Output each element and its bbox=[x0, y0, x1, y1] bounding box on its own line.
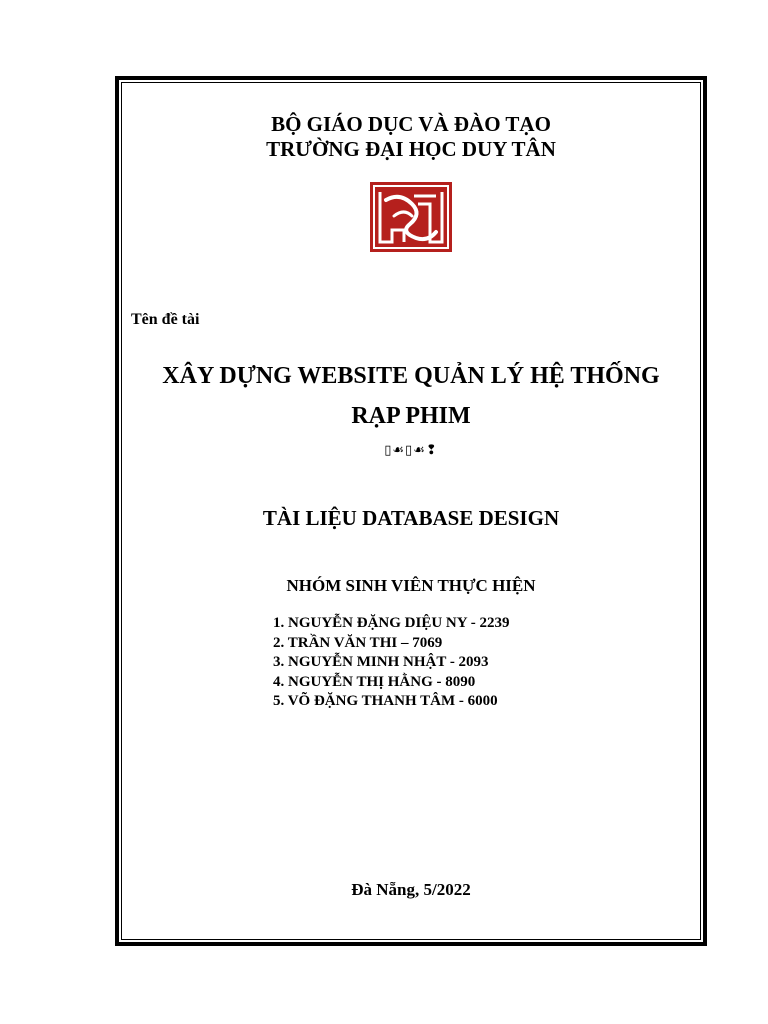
member-item: 4. NGUYỄN THỊ HẰNG - 8090 bbox=[273, 673, 476, 690]
decorative-ornament: ▯☙▯☙❢ bbox=[384, 443, 438, 458]
member-list bbox=[273, 614, 510, 712]
member-item: 5. VÕ ĐẶNG THANH TÂM - 6000 bbox=[273, 693, 498, 709]
project-title-line-2: RẠP PHIM bbox=[351, 403, 471, 429]
place-date: Đà Nẵng, 5/2022 bbox=[351, 880, 471, 899]
institution-header bbox=[121, 112, 701, 162]
member-item: 1. NGUYỄN ĐẶNG DIỆU NY - 2239 bbox=[273, 615, 510, 631]
project-title-line-1: XÂY DỰNG WEBSITE QUẢN LÝ HỆ THỐNG bbox=[162, 363, 660, 389]
group-heading: NHÓM SINH VIÊN THỰC HIỆN bbox=[286, 576, 536, 595]
document-type: TÀI LIỆU DATABASE DESIGN bbox=[262, 506, 560, 530]
university-name: TRƯỜNG ĐẠI HỌC DUY TÂN bbox=[266, 137, 556, 161]
university-logo-icon bbox=[370, 182, 452, 252]
topic-label: Tên đề tài bbox=[131, 311, 200, 328]
ministry-name: BỘ GIÁO DỤC VÀ ĐÀO TẠO bbox=[271, 112, 551, 136]
member-item: 2. TRẦN VĂN THI – 7069 bbox=[273, 634, 443, 651]
project-title bbox=[121, 356, 701, 436]
member-item: 3. NGUYỄN MINH NHẬT - 2093 bbox=[273, 654, 489, 670]
